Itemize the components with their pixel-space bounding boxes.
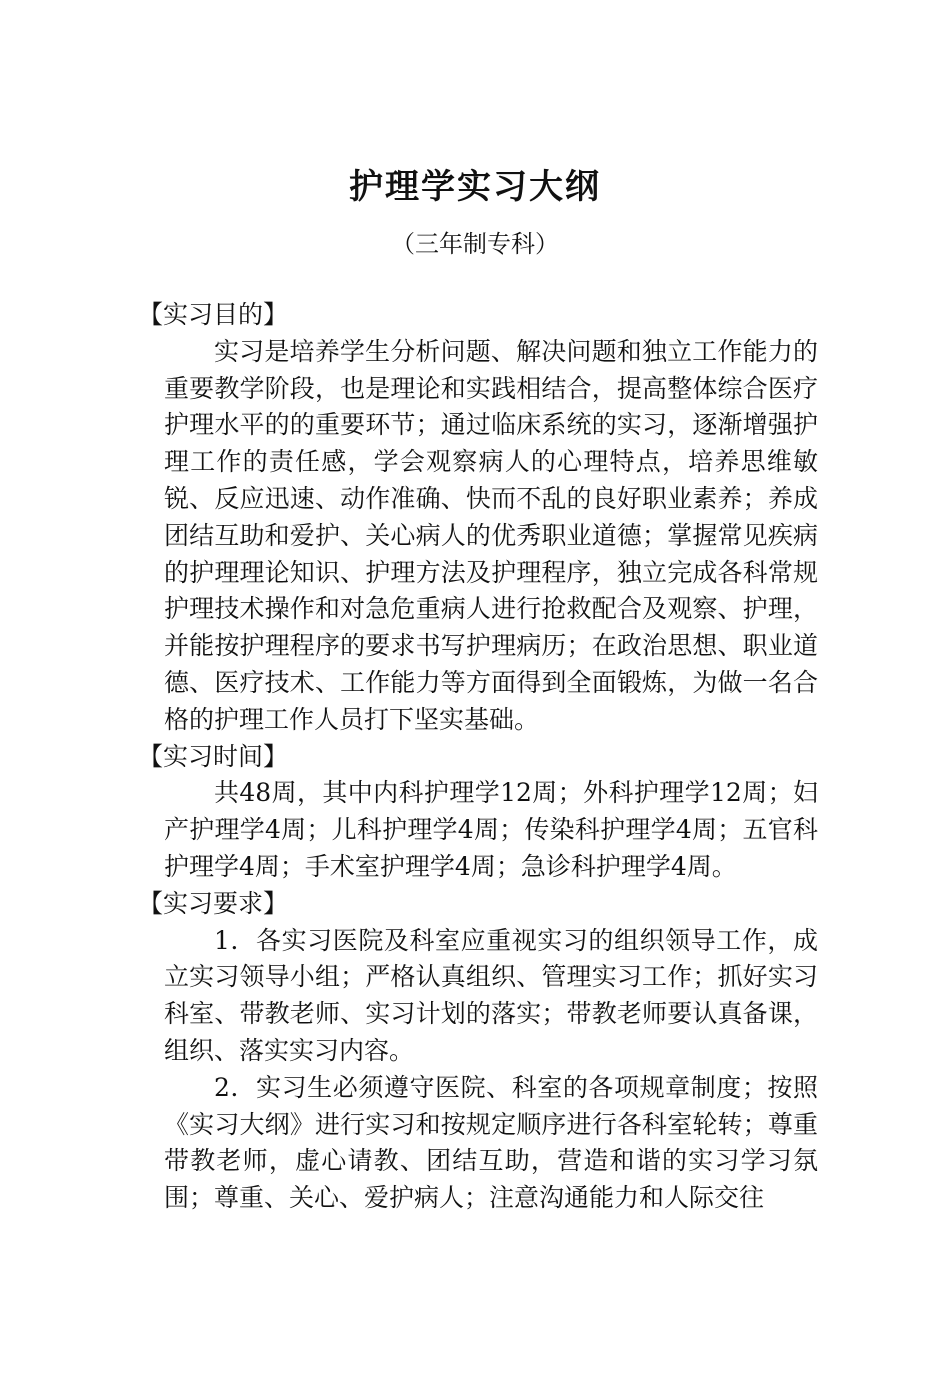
section-heading: 【实习时间】: [138, 741, 289, 771]
section-paragraph: 1．各实习医院及科室应重视实习的组织领导工作，成立实习领导小组；严格认真组织、管理实习工作；抓好实习科室、带教老师、实习计划的落实；带教老师要认真备课，组织、落实实习内容。: [164, 925, 818, 1065]
section-purpose: [138, 297, 818, 739]
section-paragraph: 共48周，其中内科护理学12周；外科护理学12周；妇产护理学4周；儿科护理学4周；传染科护理学4周；五官科护理学4周；手术室护理学4周；急诊科护理学4周。: [164, 778, 818, 881]
section-paragraph: 实习是培养学生分析问题、解决问题和独立工作能力的重要教学阶段，也是理论和实践相结合，提高整体综合医疗护理水平的的重要环节；通过临床系统的实习，逐渐增强护理工作的责任感，学会观察病人的心理特点，培养思维敏锐、反应迅速、动作准确、快而不乱的良好职业素养；养成团结互助和爱护、关心病人的优秀职业道德；掌握常见疾病的护理理论知识、护理方法及护理程序，独立完成各科常规护理技术操作和对急危重病人进行抢救配合及观察、护理，并能按护理程序的要求书写护理病历；在政治思想、职业道德、医疗技术、工作能力等方面得到全面锻炼，为做一名合格的护理工作人员打下坚实基础。: [164, 336, 818, 734]
document-body: [138, 297, 818, 1217]
document-title: 护理学实习大纲: [349, 167, 601, 207]
section-heading: 【实习目的】: [138, 300, 289, 329]
section-heading: 【实习要求】: [138, 888, 289, 918]
document-subtitle: （三年制专科）: [391, 230, 559, 258]
section-requirements: [138, 886, 818, 1217]
section-duration: [138, 739, 818, 886]
section-paragraph: 2．实习生必须遵守医院、科室的各项规章制度；按照《实习大纲》进行实习和按规定顺序进行各科室轮转；尊重带教老师，虚心请教、团结互助，营造和谐的实习学习氛围；尊重、关心、爱护病人；注意沟通能力和人际交往: [164, 1072, 818, 1213]
